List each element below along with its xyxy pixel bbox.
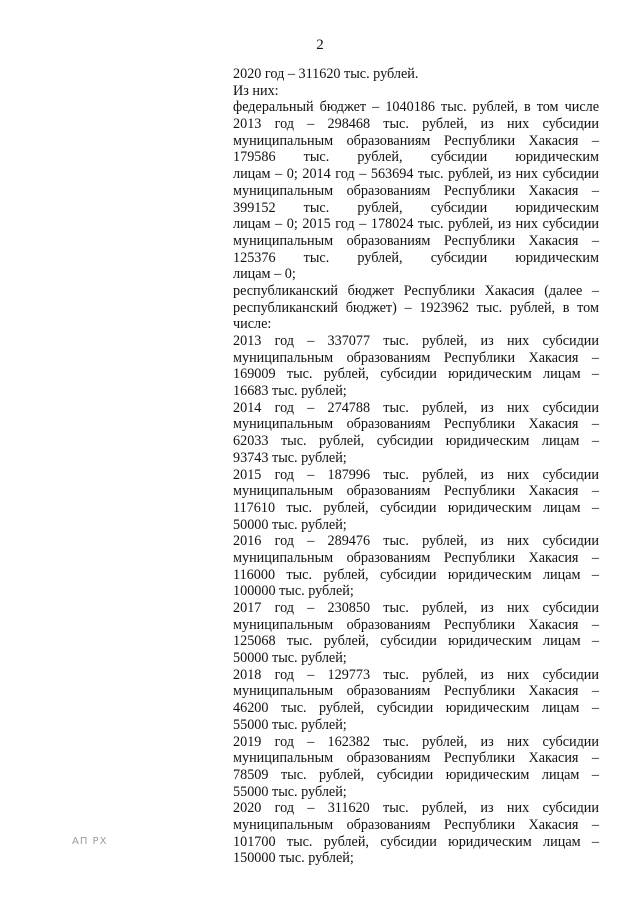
text-line: 55000 тыс. рублей; — [233, 783, 347, 800]
text-line: 46200 тыс. рублей, субсидии юридическим лицам – — [233, 700, 599, 717]
text-line: муниципальным образованиям Республики Хакасия – — [233, 816, 599, 833]
text-line: 2016 год – 289476 тыс. рублей, из них субсидии — [233, 533, 599, 550]
page-number: 2 — [316, 37, 324, 53]
text-line: муниципальным образованиям Республики Хакасия – — [233, 483, 599, 500]
text-line: 2013 год – 337077 тыс. рублей, из них субсидии — [233, 333, 599, 349]
text-line: 125068 тыс. рублей, субсидии юридическим лицам – — [233, 633, 599, 650]
text-line: 2020 год – 311620 тыс. рублей, из них субсидии — [233, 800, 599, 817]
text-line: 101700 тыс. рублей, субсидии юридическим лицам – — [233, 833, 599, 850]
text-line: Из них: — [233, 82, 279, 99]
document-body — [233, 66, 599, 867]
text-line: федеральный бюджет – 1040186 тыс. рублей, в том числе — [233, 99, 599, 116]
text-line: 2014 год – 274788 тыс. рублей, из них субсидии — [233, 399, 599, 416]
text-line: 179586 тыс. рублей, субсидии юридическим — [233, 149, 599, 166]
text-line: 93743 тыс. рублей; — [233, 449, 347, 466]
text-line: муниципальным образованиям Республики Хакасия – — [233, 616, 599, 633]
text-line: 125376 тыс. рублей, субсидии юридическим — [233, 249, 599, 266]
text-line: лицам – 0; — [233, 266, 296, 283]
text-line: 117610 тыс. рублей, субсидии юридическим лицам – — [233, 499, 599, 516]
text-line: 2015 год – 187996 тыс. рублей, из них субсидии — [233, 466, 599, 483]
text-line: 399152 тыс. рублей, субсидии юридическим — [233, 199, 599, 216]
text-line: 16683 тыс. рублей; — [233, 383, 347, 400]
text-line: муниципальным образованиям Республики Хакасия – — [233, 132, 599, 149]
text-line: 2019 год – 162382 тыс. рублей, из них субсидии — [233, 733, 599, 750]
text-line: муниципальным образованиям Республики Хакасия – — [233, 549, 599, 566]
text-line: 78509 тыс. рублей, субсидии юридическим лицам – — [233, 766, 599, 783]
text-line: муниципальным образованиям Республики Хакасия – — [233, 349, 599, 366]
text-line: 62033 тыс. рублей, субсидии юридическим лицам – — [233, 433, 599, 450]
text-line: муниципальным образованиям Республики Хакасия – — [233, 232, 599, 249]
text-line: 169009 тыс. рублей, субсидии юридическим лицам – — [233, 366, 599, 383]
text-line: 55000 тыс. рублей; — [233, 716, 347, 733]
text-line: 2018 год – 129773 тыс. рублей, из них субсидии — [233, 666, 599, 683]
text-line: 2020 год – 311620 тыс. рублей. — [233, 66, 419, 82]
footer-stamp: АП РХ — [72, 836, 108, 847]
text-line: республиканский бюджет) – 1923962 тыс. рублей, в том — [233, 299, 599, 316]
text-line: 116000 тыс. рублей, субсидии юридическим лицам – — [233, 566, 599, 583]
text-line: 50000 тыс. рублей; — [233, 516, 347, 533]
text-line: 150000 тыс. рублей; — [233, 850, 354, 867]
text-line: лицам – 0; 2015 год – 178024 тыс. рублей, из них субсидии — [233, 216, 599, 233]
text-line: 100000 тыс. рублей; — [233, 583, 354, 600]
text-line: муниципальным образованиям Республики Хакасия – — [233, 750, 599, 767]
text-line: муниципальным образованиям Республики Хакасия – — [233, 182, 599, 199]
text-line: 2017 год – 230850 тыс. рублей, из них субсидии — [233, 600, 599, 616]
text-line: лицам – 0; 2014 год – 563694 тыс. рублей, из них субсидии — [233, 166, 599, 183]
text-line: 50000 тыс. рублей; — [233, 650, 347, 667]
text-line: республиканский бюджет Республики Хакасия (далее – — [233, 282, 599, 299]
text-line: муниципальным образованиям Республики Хакасия – — [233, 416, 599, 433]
text-line: муниципальным образованиям Республики Хакасия – — [233, 683, 599, 700]
text-line: 2013 год – 298468 тыс. рублей, из них субсидии — [233, 116, 599, 133]
text-line: числе: — [233, 316, 272, 333]
